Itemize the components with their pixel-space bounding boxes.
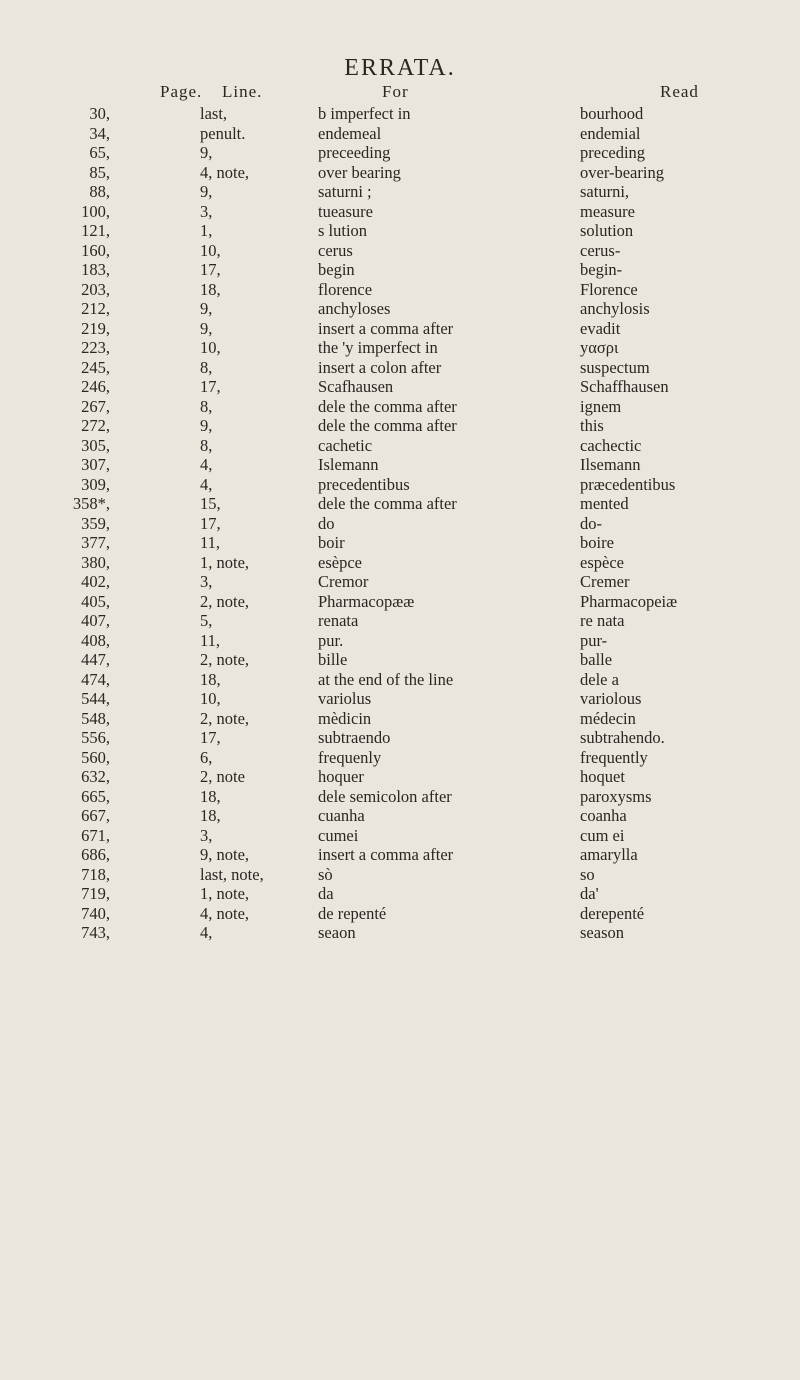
table-row [0,163,800,183]
line-number: 4, [200,474,213,494]
for-text: cerus [318,240,353,260]
page-title: ERRATA. [344,55,456,81]
for-text: florence [318,279,373,299]
for-text: dele semicolon after [318,786,452,806]
read-text: measure [580,201,635,221]
page-number: 121, [81,221,110,240]
line-number: 17, [200,260,221,279]
page-number: 246, [81,377,110,396]
line-number: 18, [200,806,221,825]
table-row [0,455,800,475]
page-number: 447, [81,650,110,669]
page-number: 402, [81,572,110,591]
header-for: For [382,82,409,101]
page-number: 548, [81,708,110,728]
read-text: over-bearing [580,162,664,182]
table-row [0,143,800,163]
line-number: last, note, [200,864,264,884]
for-text: tueasure [318,201,373,221]
read-text: cerus- [580,240,621,260]
for-text: da [318,884,334,903]
line-number: 8, [200,357,213,377]
read-text: endemial [580,123,641,143]
line-number: 3, [200,572,213,591]
table-row [0,436,800,456]
line-number: 1, note, [200,552,250,572]
table-row [0,358,800,378]
page-number: 65, [89,143,110,162]
for-text: pur. [318,630,344,650]
read-text: begin- [580,260,623,279]
table-row [0,299,800,319]
line-number: 10, [200,689,221,708]
read-text: cum ei [580,825,625,845]
page-number: 377, [81,533,110,552]
for-text: endemeal [318,123,382,143]
line-number: 4, [200,455,213,474]
table-row [0,221,800,241]
read-text: this [580,416,604,435]
read-text: da' [580,884,599,903]
line-number: 5, [200,611,213,630]
for-text: insert a comma after [318,318,454,338]
read-text: variolous [580,689,642,708]
for-text: renata [318,611,359,630]
read-text: balle [580,650,613,669]
page-number: 544, [81,689,110,708]
for-text: at the end of the line [318,669,454,689]
for-text: Pharmacopææ [318,591,415,611]
read-text: subtrahendo. [580,728,665,747]
read-text: mented [580,494,629,513]
line-number: 17, [200,377,221,396]
page-number: 407, [81,611,110,630]
page-number: 556, [81,728,110,747]
line-number: 15, [200,494,221,513]
page-number: 671, [81,825,110,845]
read-text: espèce [580,552,624,572]
table-row [0,319,800,339]
line-number: 6, [200,747,213,767]
read-text: præcedentibus [580,474,676,494]
for-text: insert a comma after [318,845,454,864]
line-number: 11, [200,533,221,552]
read-text: Schaffhausen [580,377,669,396]
line-number: 8, [200,435,213,455]
table-row [0,514,800,534]
header-read: Read [660,82,699,101]
line-number: 18, [200,786,221,806]
header-page: Page. [160,82,203,101]
table-row [0,748,800,768]
line-number: 2, note [200,767,245,786]
table-row [0,202,800,222]
read-text: season [580,923,624,942]
table-row [0,592,800,612]
page-number: 380, [81,552,110,572]
table-row [0,845,800,865]
page-number: 560, [81,747,110,767]
read-text: Florence [580,279,638,299]
for-text: preceeding [318,143,391,162]
table-row [0,397,800,417]
table-row [0,787,800,807]
page-number: 358*, [72,494,110,513]
errata-table [0,104,800,943]
table-row [0,884,800,904]
for-text: esèpce [318,552,362,572]
read-text: ignem [580,396,622,416]
page-number: 307, [81,455,110,474]
page-number: 245, [81,357,110,377]
line-number: 9, note, [200,845,250,864]
page-number: 88, [89,182,110,201]
table-row [0,767,800,787]
table-row [0,260,800,280]
table-row [0,826,800,846]
for-text: cuanha [318,806,365,825]
page-number: 223, [81,338,110,357]
for-text: seaon [318,923,356,942]
for-text: mèdicin [318,708,372,728]
line-number: 4, [200,923,213,942]
page-number: 203, [81,279,110,299]
table-row [0,670,800,690]
page-number: 632, [81,767,110,786]
line-number: 1, note, [200,884,250,903]
page-number: 267, [81,396,110,416]
read-text: médecin [580,708,636,728]
table-row [0,553,800,573]
line-number: 2, note, [200,591,250,611]
for-text: frequenly [318,747,382,767]
line-number: 18, [200,279,221,299]
for-text: Cremor [318,572,369,591]
page-number: 85, [89,162,110,182]
line-number: 9, [200,182,213,201]
for-text: insert a colon after [318,357,442,377]
line-number: 9, [200,143,213,162]
page-number: 665, [81,786,110,806]
page-number: 34, [89,123,110,143]
table-row [0,475,800,495]
for-text: de repenté [318,903,387,923]
page-number: 100, [81,201,110,221]
table-row [0,124,800,144]
line-number: 4, note, [200,903,250,923]
for-text: bille [318,650,348,669]
line-number: 18, [200,669,221,689]
line-number: 10, [200,338,221,357]
line-number: 11, [200,630,221,650]
for-text: dele the comma after [318,416,457,435]
for-text: subtraendo [318,728,391,747]
table-row [0,650,800,670]
line-number: 2, note, [200,708,250,728]
read-text: cachectic [580,435,642,455]
for-text: Islemann [318,455,379,474]
table-row [0,709,800,729]
read-text: paroxysms [580,786,652,806]
for-text: saturni ; [318,182,372,201]
header-line: Line. [222,82,263,101]
line-number: 2, note, [200,650,250,669]
page-number: 183, [81,260,110,279]
for-text: variolus [318,689,372,708]
for-text: cumei [318,825,359,845]
line-number: 8, [200,396,213,416]
line-number: 3, [200,825,213,845]
for-text: boir [318,533,345,552]
read-text: dele a [580,669,619,689]
for-text: the 'y imperfect in [318,338,438,357]
for-text: dele the comma after [318,396,457,416]
table-row [0,631,800,651]
read-text: saturni, [580,182,630,201]
read-text: bourhood [580,104,644,123]
read-text: preceding [580,143,646,162]
line-number: 9, [200,318,213,338]
table-row [0,611,800,631]
page-number: 305, [81,435,110,455]
table-row [0,182,800,202]
read-text: coanha [580,806,627,825]
read-text: amarylla [580,845,638,864]
page-number: 272, [81,416,110,435]
table-row [0,904,800,924]
line-number: 17, [200,513,221,533]
table-row [0,104,800,124]
page-number: 30, [89,104,110,123]
page-number: 359, [81,513,110,533]
page-number: 719, [81,884,110,903]
read-text: yασρι [580,338,619,357]
read-text: pur- [580,630,608,650]
for-text: precedentibus [318,474,410,494]
line-number: 3, [200,201,213,221]
table-row [0,923,800,943]
read-text: boire [580,533,614,552]
table-row [0,416,800,436]
for-text: do [318,513,335,533]
line-number: 9, [200,416,213,435]
page-number: 309, [81,474,110,494]
for-text: cachetic [318,435,373,455]
read-text: hoquet [580,767,625,786]
line-number: 10, [200,240,221,260]
read-text: Cremer [580,572,630,591]
table-row [0,533,800,553]
table-row [0,865,800,885]
read-text: re nata [580,611,625,630]
line-number: last, [200,104,228,123]
table-row [0,689,800,709]
for-text: begin [318,260,355,279]
line-number: 17, [200,728,221,747]
page-number: 667, [81,806,110,825]
read-text: derepenté [580,903,645,923]
line-number: 1, [200,221,213,240]
read-text: anchylosis [580,299,650,318]
page-number: 743, [81,923,110,942]
table-row [0,241,800,261]
read-text: suspectum [580,357,650,377]
table-row [0,280,800,300]
for-text: sò [318,864,333,884]
line-number: 9, [200,299,213,318]
read-text: so [580,864,595,884]
page-number: 686, [81,845,110,864]
read-text: evadit [580,318,621,338]
for-text: over bearing [318,162,401,182]
for-text: anchyloses [318,299,391,318]
for-text: b imperfect in [318,104,411,123]
table-row [0,806,800,826]
table-row [0,338,800,358]
page-number: 160, [81,240,110,260]
for-text: Scafhausen [318,377,394,396]
table-row [0,494,800,514]
page-number: 405, [81,591,110,611]
table-row [0,728,800,748]
page-number: 408, [81,630,110,650]
read-text: solution [580,221,634,240]
for-text: dele the comma after [318,494,457,513]
page-number: 740, [81,903,110,923]
read-text: Pharmacopeiæ [580,591,678,611]
page-number: 474, [81,669,110,689]
page-number: 718, [81,864,110,884]
line-number: penult. [200,123,246,143]
page-number: 219, [81,318,110,338]
line-number: 4, note, [200,162,250,182]
for-text: hoquer [318,767,364,786]
read-text: frequently [580,747,648,767]
page-number: 212, [81,299,110,318]
read-text: Ilsemann [580,455,641,474]
read-text: do- [580,513,602,533]
table-row [0,572,800,592]
table-row [0,377,800,397]
for-text: s lution [318,221,368,240]
